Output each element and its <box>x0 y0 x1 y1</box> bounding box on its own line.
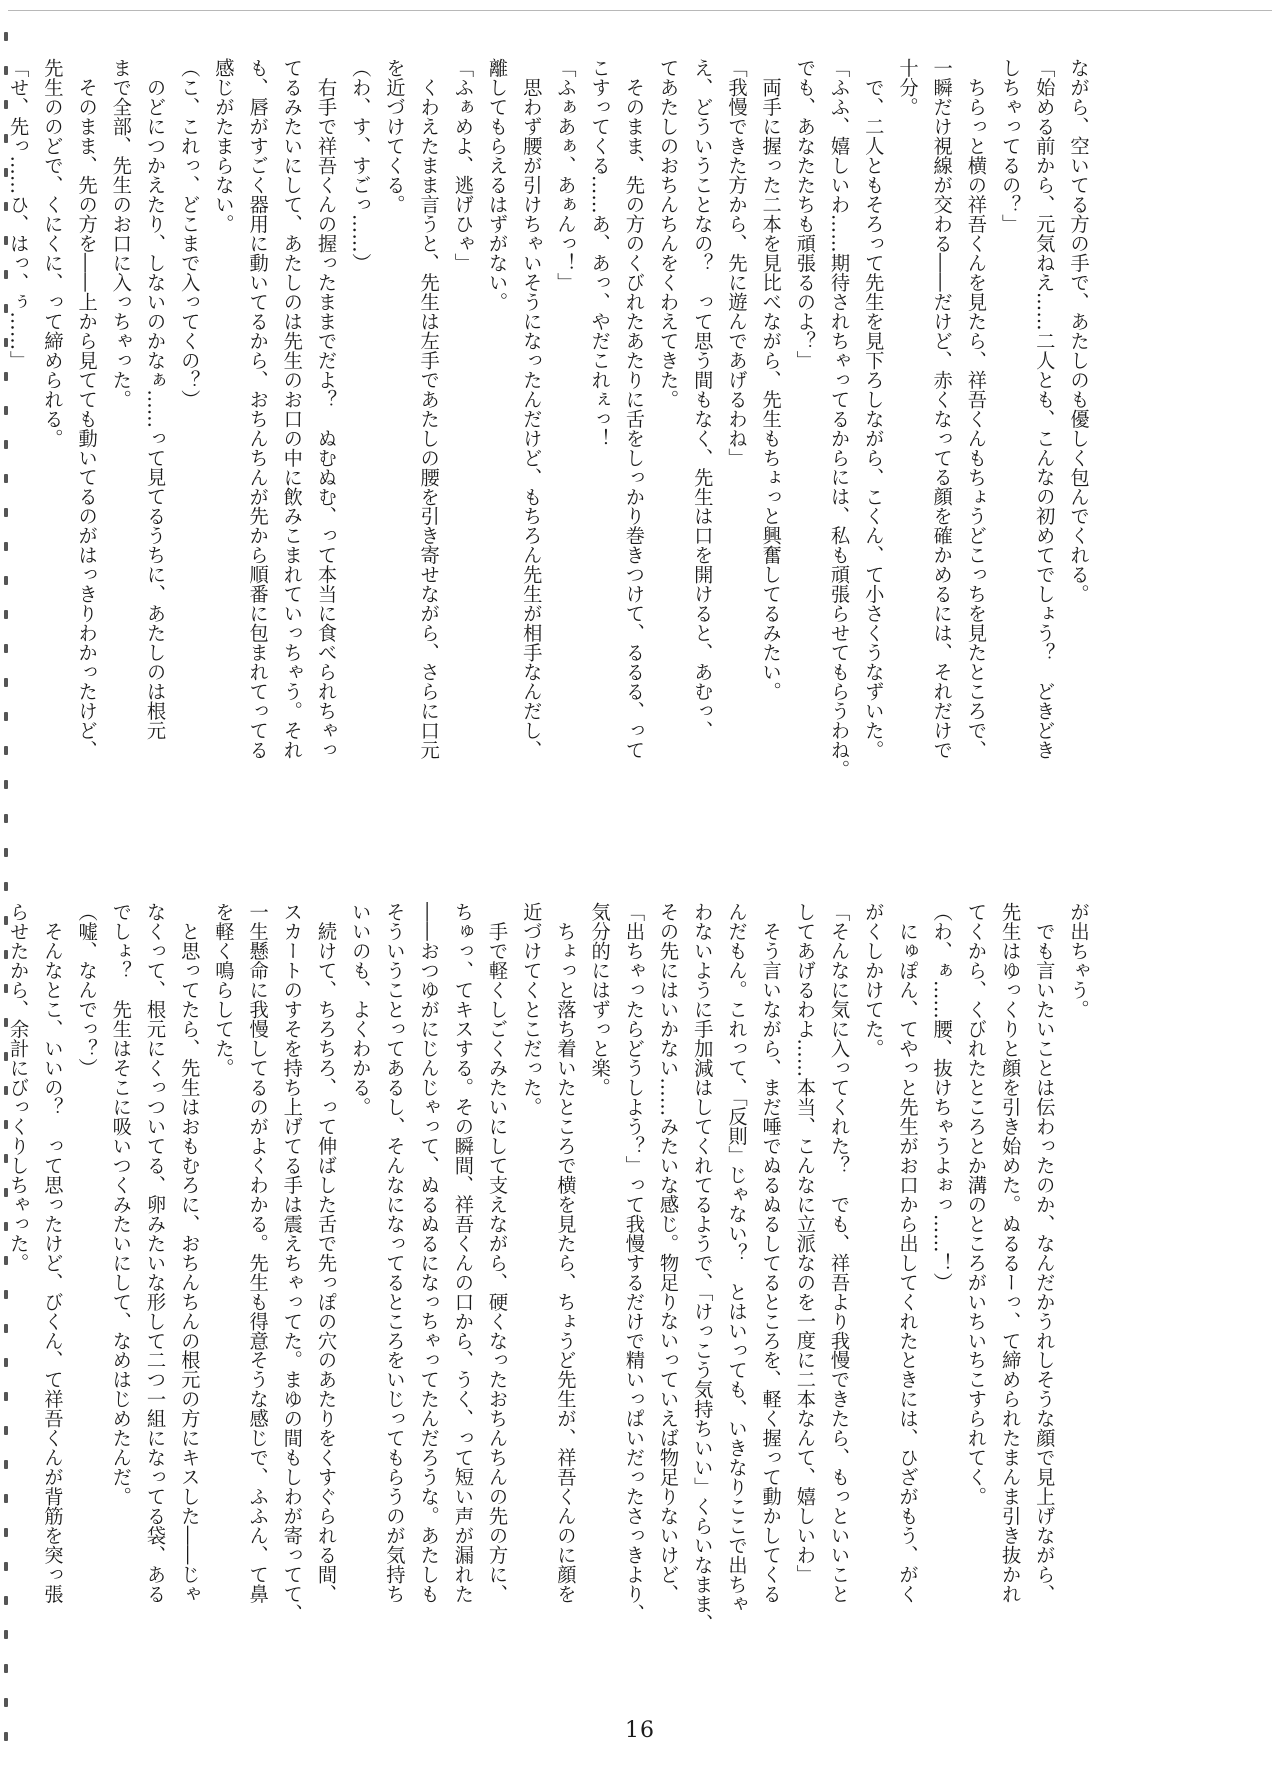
text-line: 「そんなに気に入ってくれた？ でも、祥吾より我慢できたら、もっといいこと <box>827 902 851 1604</box>
text-line: （わ、ぁ……腰、抜けちゃうよぉっ……！） <box>930 902 954 1292</box>
text-line: わないように手加減はしてくれてるようで、「けっこう気持ちいい」くらいなまま、 <box>690 902 714 1633</box>
text-line: こすってくる……あ、あっ、やだこれぇっ！ <box>588 58 612 448</box>
text-line: 「せ、先っ……ひ、はっ、ぅ……」 <box>6 58 30 370</box>
text-line: くわえたまま言うと、先生は左手であたしの腰を引き寄せながら、さらに口元 <box>417 58 441 760</box>
text-line: ながら、空いてる方の手で、あたしのも優しく包んでくれる。 <box>1067 58 1090 604</box>
text-line: てくから、くびれたところとか溝のところがいちいちこすられてく。 <box>964 902 988 1507</box>
text-line: ちょっと落ち着いたところで横を見たら、ちょうど先生が、祥吾くんのに顔を <box>553 902 577 1604</box>
text-line: 感じがたまらない。 <box>211 58 235 234</box>
text-line: そういうことってあるし、そんなになってるところをいじってもらうのが気持ち <box>382 902 406 1604</box>
text-line <box>0 902 1 1694</box>
text-line: 両手に握った二本を見比べながら、先生もちょっと興奮してるみたい。 <box>759 58 783 702</box>
text-line: んだもん。これって、「反則」じゃない？ とはいっても、いきなりここで出ちゃ <box>724 902 748 1614</box>
text-line: 右手で祥吾くんの握ったままでだよ？ ぬむぬむ、って本当に食べられちゃっ <box>314 58 338 760</box>
text-line: を近づけてくる。 <box>382 58 406 214</box>
text-line: で、二人ともそろって先生を見下ろしながら、こくん、て小さくうなずいた。 <box>861 58 885 760</box>
text-line: そんなとこ、いいの？ って思ったけど、びくん、て祥吾くんが背筋を突っ張 <box>40 902 64 1604</box>
text-line: ちゅっ、てキスする。その瞬間、祥吾くんの口から、うく、って短い声が漏れた <box>451 902 475 1604</box>
text-line: スカートのすそを持ち上げてる手は震えちゃってた。まゆの間もしわが寄ってて、 <box>280 902 304 1624</box>
text-line: にゅぽん、てやっと先生がお口から出してくれたときには、ひざがもう、がく <box>895 902 919 1604</box>
text-line: そう言いながら、まだ唾でぬるぬるしてるところを、軽く握って動かしてくる <box>759 902 783 1604</box>
page-top-edge <box>8 10 1272 11</box>
text-line: がくしかけてた。 <box>861 902 885 1058</box>
text-line: 十分。 <box>895 58 919 117</box>
binding-mark <box>4 848 8 857</box>
text-line: らせたから、余計にびっくりしちゃった。 <box>6 902 30 1273</box>
text-line: ――おつゆがにじんじゃって、ぬるぬるになっちゃってたんだろうな。あたしも <box>417 902 441 1604</box>
text-line: てるみたいにして、あたしのは先生のお口の中に飲みこまれていっちゃう。それ <box>280 58 304 760</box>
text-line <box>0 58 1 846</box>
text-line: ちらっと横の祥吾くんを見たら、祥吾くんもちょうどこっちを見たところで、 <box>964 58 988 760</box>
text-line: 思わず腰が引けちゃいそうになったんだけど、もちろん先生が相手なんだし、 <box>519 58 543 760</box>
text-line: も、唇がすごく器用に動いてるから、おちんちんが先から順番に包まれてってる <box>246 58 270 760</box>
text-line: 「ふぁめよ、逃げひゃ」 <box>451 58 475 273</box>
text-line: え、どういうことなの？ って思う間もなく、先生は口を開けると、あむっ、 <box>690 58 714 741</box>
text-line: 気分的にはずっと楽。 <box>588 902 612 1097</box>
text-line: 「ふふ、嬉しいわ……期待されちゃってるからには、私も頑張らせてもらうわね。 <box>827 58 851 780</box>
text-line: 「ふぁあぁ、あぁんっ！」 <box>553 58 577 292</box>
text-line: （こ、これっ、どこまで入ってくの？） <box>177 58 201 409</box>
text-line: 離してもらえるはずがない。 <box>485 58 509 312</box>
text-line: を軽く鳴らしてた。 <box>211 902 235 1078</box>
text-line: と思ってたら、先生はおもむろに、おちんちんの根元の方にキスした――じゃ <box>177 902 201 1604</box>
text-line: 「出ちゃったらどうしよう？」って我慢するだけで精いっぱいだったさっきより、 <box>622 902 646 1624</box>
text-line: その先にはいかない……みたいな感じ。物足りないっていえば物足りないけど、 <box>656 902 680 1604</box>
text-line: 近づけてくとこだった。 <box>519 902 543 1117</box>
text-line: 「始める前から、元気ねえ……二人とも、こんなの初めてでしょう？ どきどき <box>1032 58 1056 760</box>
binding-mark <box>4 882 8 891</box>
text-line: 先生ののどで、くにくに、って締められる。 <box>40 58 64 448</box>
text-line: そのまま、先の方を――上から見てても動いてるのがはっきりわかったけど、 <box>75 58 99 760</box>
binding-mark <box>4 1698 8 1707</box>
text-line: 手で軽くしごくみたいにして支えながら、硬くなったおちんちんの先の方に、 <box>485 902 509 1604</box>
binding-mark <box>4 32 8 41</box>
text-block-lower <box>6 902 1095 1694</box>
text-line: 先生はゆっくりと顔を引き始めた。ぬるるーっ、て締められたまんま引き抜かれ <box>998 902 1022 1604</box>
text-line: 一生懸命に我慢してるのがよくわかる。先生も得意そうな感じで、ふふん、て鼻 <box>246 902 270 1604</box>
text-line: のどにつかえたり、しないのかなぁ……って見てるうちに、あたしのは根元 <box>143 58 167 741</box>
text-line: （嘘、なんでっ？） <box>75 902 99 1078</box>
text-line: そのまま、先の方のくびれたあたりに舌をしっかり巻きつけて、るるる、って <box>622 58 646 760</box>
text-line: しちゃってるの？」 <box>998 58 1022 234</box>
text-line: でしょ？ 先生はそこに吸いつくみたいにして、なめはじめたんだ。 <box>109 902 133 1507</box>
text-line: なくって、根元にくっついてる、卵みたいな形して二つ一組になってる袋、ある <box>143 902 167 1604</box>
page-number: 16 <box>625 1718 655 1743</box>
text-line: 「我慢できた方から、先に遊んであげるわね」 <box>724 58 748 468</box>
text-line: （わ、す、すごっ……） <box>348 58 372 273</box>
text-line: してあげるわよ……本当、こんなに立派なのを一度に二本なんて、嬉しいわ」 <box>793 902 817 1585</box>
text-line: てあたしのおちんちんをくわえてきた。 <box>656 58 680 409</box>
text-line: が出ちゃう。 <box>1067 902 1090 1019</box>
text-line: 続けて、ちろちろ、って伸ばした舌で先っぽの穴のあたりをくすぐられる間、 <box>314 902 338 1604</box>
text-line: でも言いたいことは伝わったのか、なんだかうれしそうな顔で見上げながら、 <box>1032 902 1056 1604</box>
text-line: でも、あなたたちも頑張るのよ？」 <box>793 58 817 370</box>
text-line: 一瞬だけ視線が交わる――だけど、赤くなってる顔を確かめるには、それだけで <box>930 58 954 760</box>
text-block-upper <box>6 58 1095 846</box>
text-line: いいのも、よくわかる。 <box>348 902 372 1117</box>
text-line: まで全部、先生のお口に入っちゃった。 <box>109 58 133 409</box>
